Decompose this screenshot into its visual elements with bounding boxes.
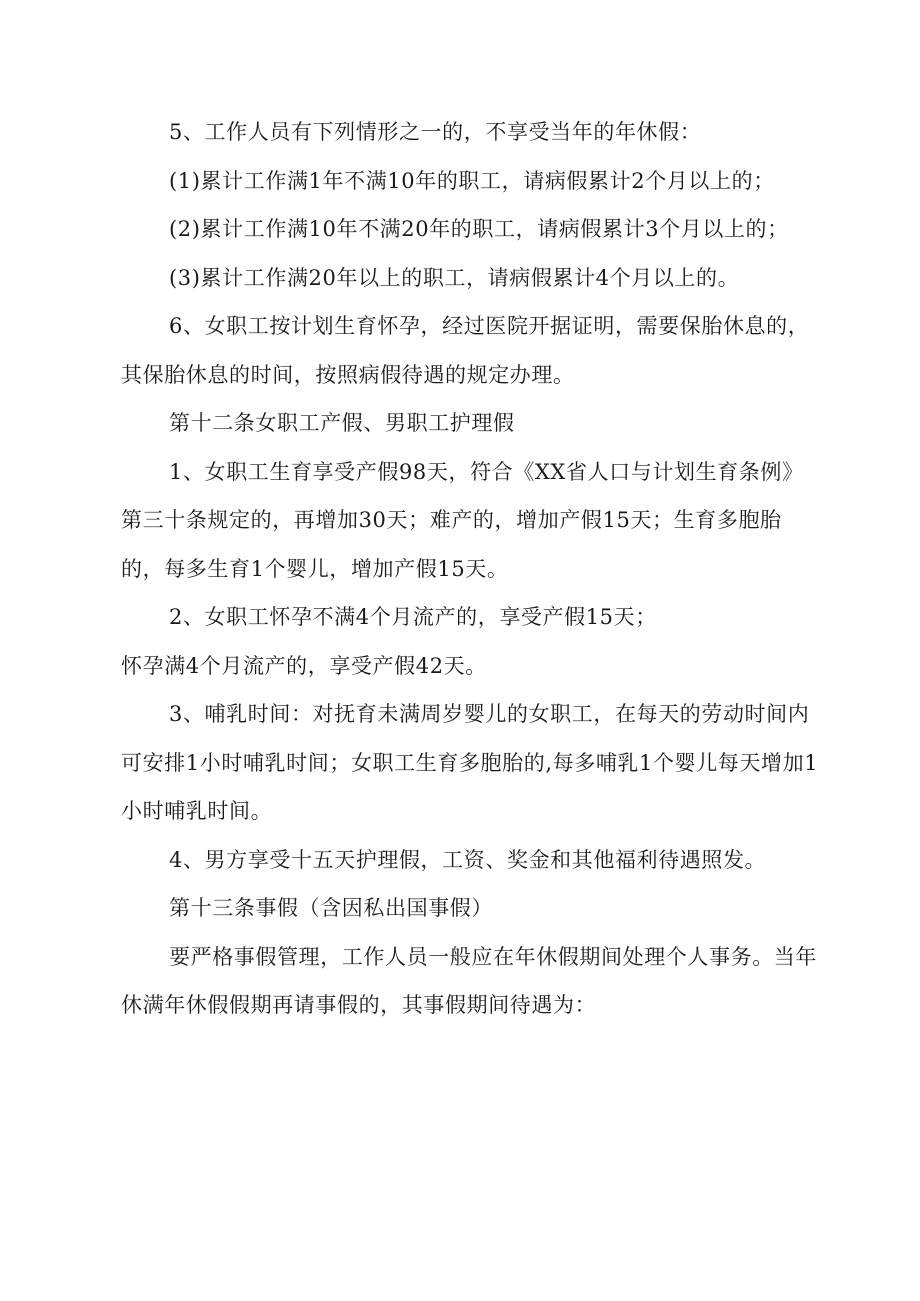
paragraph-5-no-annual-leave: 5、工作人员有下列情形之一的，不享受当年的年休假： bbox=[169, 120, 702, 144]
paragraph-5-item-2: (2)累计工作满10年不满20年的职工，请病假累计3个月以上的； bbox=[169, 217, 789, 241]
article-12-heading: 第十二条女职工产假、男职工护理假 bbox=[169, 411, 515, 435]
article-12-item-1: 1、女职工生育享受产假98天，符合《XX省人口与计划生育条例》第三十条规定的，再增加30天；难产的，增加产假15天；生育多胞胎的，每多生育1个婴儿，增加产假15天。 bbox=[121, 459, 804, 581]
document-body bbox=[121, 108, 821, 1030]
article-12-item-4: 4、男方享受十五天护理假，工资、奖金和其他福利待遇照发。 bbox=[169, 847, 767, 872]
paragraph-5-item-3: (3)累计工作满20年以上的职工，请病假累计4个月以上的。 bbox=[169, 265, 740, 290]
article-12-item-3: 3、哺乳时间：对抚育未满周岁婴儿的女职工，在每天的劳动时间内可安排1小时哺乳时间；女职工生育多胞胎的,每多哺乳1个婴儿每天增加1小时哺乳时间。 bbox=[121, 702, 819, 823]
article-13-body: 要严格事假管理，工作人员一般应在年休假期间处理个人事务。当年休满年休假假期再请事假的，其事假期间待遇为： bbox=[121, 944, 817, 1017]
article-13-heading: 第十三条事假（含因私出国事假） bbox=[169, 896, 493, 920]
article-12-item-2: 2、女职工怀孕不满4个月流产的，享受产假15天； bbox=[169, 605, 657, 629]
paragraph-6-pregnancy-rest: 6、女职工按计划生育怀孕，经过医院开据证明，需要保胎休息的，其保胎休息的时间，按照病假待遇的规定办理。 bbox=[121, 314, 810, 387]
paragraph-5-item-1: (1)累计工作满1年不满10年的职工，请病假累计2个月以上的； bbox=[169, 168, 775, 193]
article-12-item-2-continued: 怀孕满4个月流产的，享受产假42天。 bbox=[121, 653, 487, 678]
